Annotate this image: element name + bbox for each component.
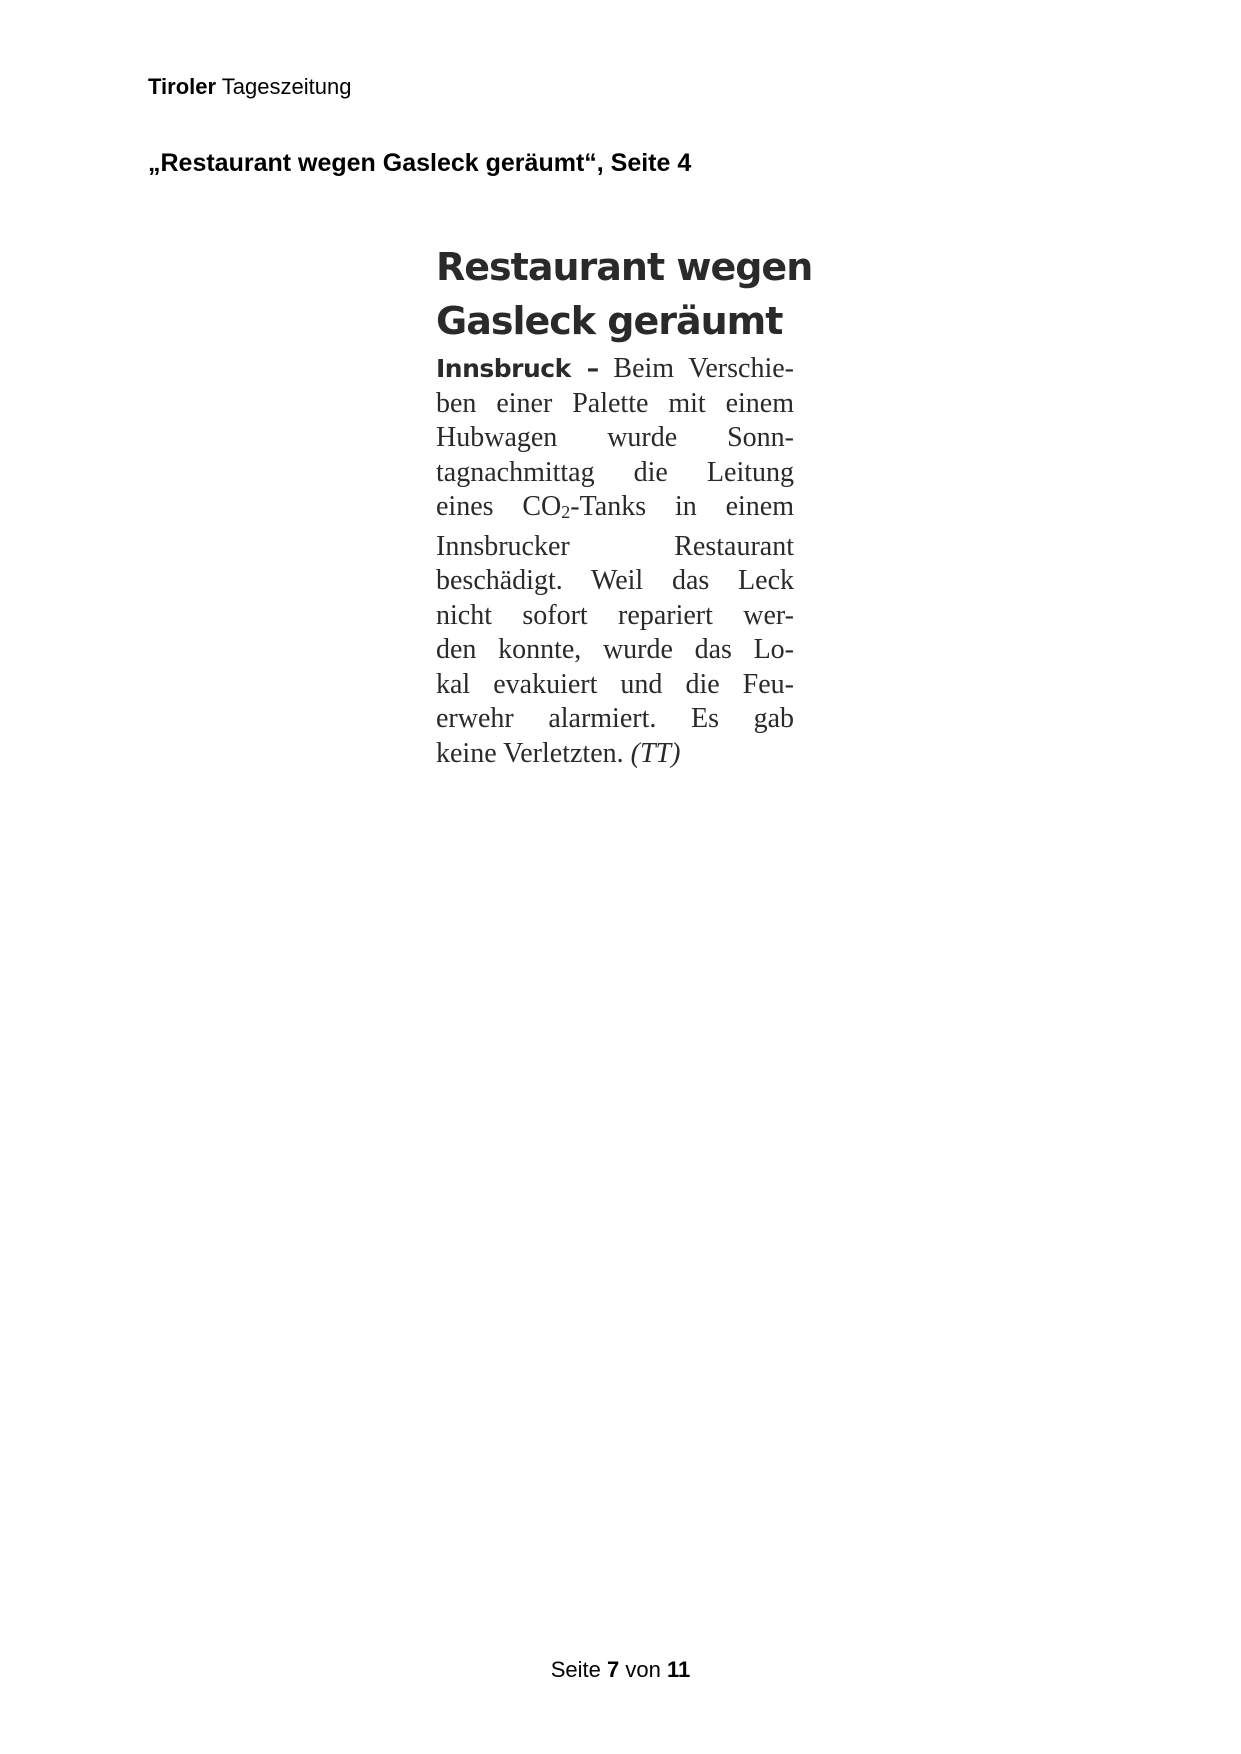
article-body-line: erwehr alarmiert. Es gab — [436, 703, 794, 734]
article-clipping — [436, 240, 813, 771]
article-body-text: keine Verletzten. — [436, 737, 624, 769]
article-body-line — [436, 490, 794, 530]
article-body — [436, 352, 794, 771]
article-body-line: Hubwagen wurde Sonn- — [436, 422, 794, 453]
footer-separator: von — [625, 1657, 661, 1682]
article-body-line: Innsbrucker Restaurant — [436, 530, 794, 562]
article-body-text: eines CO — [436, 491, 562, 522]
footer-page-prefix: Seite — [550, 1657, 601, 1682]
article-body-text: -Tanks in einem — [570, 491, 794, 522]
article-headline-line: Gasleck geräumt — [436, 299, 783, 343]
article-credit: (TT) — [630, 737, 681, 769]
article-body-line: tagnachmittag die Leitung — [436, 456, 794, 488]
article-body-line: kal evakuiert und die Feu- — [436, 668, 794, 700]
article-subscript: 2 — [561, 502, 571, 522]
article-dateline: Innsbruck – — [436, 354, 599, 383]
publication-name — [148, 74, 351, 100]
publication-name-regular: Tageszeitung — [221, 74, 352, 99]
page-footer — [0, 1657, 1241, 1683]
publication-name-bold: Tiroler — [148, 74, 217, 99]
article-body-line: nicht sofort repariert wer- — [436, 599, 794, 631]
article-body-line: den konnte, wurde das Lo- — [436, 634, 794, 665]
article-body-text: Beim Verschie- — [613, 353, 794, 384]
footer-current-page: 7 — [607, 1657, 620, 1682]
footer-total-pages: 11 — [667, 1657, 691, 1682]
article-body-line: ben einer Palette mit einem — [436, 387, 794, 419]
article-headline — [436, 240, 813, 348]
article-headline-line: Restaurant wegen — [436, 245, 813, 289]
article-body-line: beschädigt. Weil das Leck — [436, 565, 794, 596]
document-heading: „Restaurant wegen Gasleck geräumt“, Seite 4 — [148, 149, 692, 177]
article-body-line — [436, 352, 794, 387]
article-body-line — [436, 737, 794, 772]
